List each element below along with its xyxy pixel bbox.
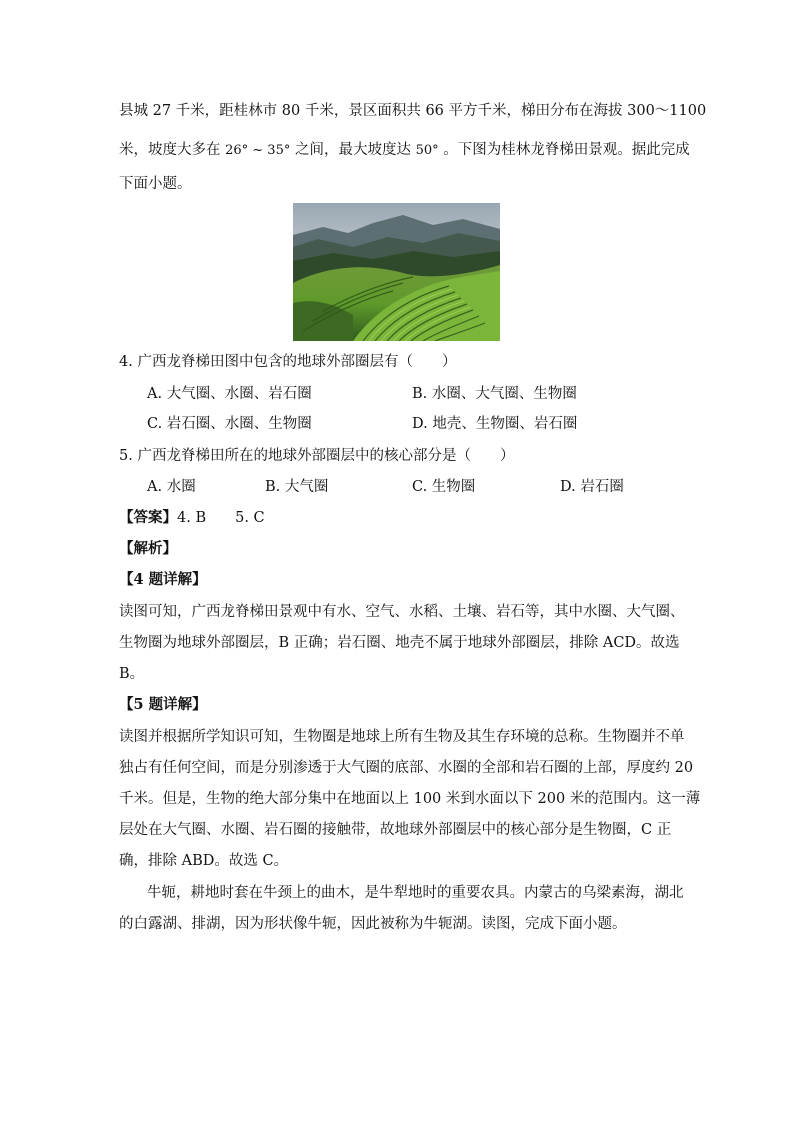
intro-line-3: 下面小题。 xyxy=(119,176,192,192)
detail5-line-5: 确，排除 ABD。故选 C。 xyxy=(119,853,289,869)
detail5-line-2: 独占有任何空间，而是分别渗透于大气圈的底部、水圈的全部和岩石圈的上部，厚度约 20 xyxy=(119,760,694,776)
q5-option-a: A. 水圈 xyxy=(147,479,196,495)
q5-option-c: C. 生物圈 xyxy=(412,479,476,495)
answer-label: 【答案】 xyxy=(119,509,177,526)
q5-option-d: D. 岩石圈 xyxy=(560,479,624,495)
terrace-illustration xyxy=(293,203,500,341)
detail4-line-2: 生物圈为地球外部圈层，B 正确；岩石圈、地壳不属于地球外部圈层，排除 ACD。故选 xyxy=(119,635,680,651)
max-slope: 50° xyxy=(415,143,439,158)
detail4-heading: 【4 题详解】 xyxy=(119,571,207,588)
q4-option-c: C. 岩石圈、水圈、生物圈 xyxy=(147,416,312,432)
intro-line-1: 县城 27 千米，距桂林市 80 千米，景区面积共 66 平方千米，梯田分布在海拔 300～1100 xyxy=(119,103,707,119)
detail5-line-4: 层处在大气圈、水圈、岩石圈的接触带，故地球外部圈层中的核心部分是生物圈，C 正 xyxy=(119,822,672,838)
detail4-line-1: 读图可知，广西龙脊梯田景观中有水、空气、水稻、土壤、岩石等，其中水圈、大气圈、 xyxy=(119,604,685,620)
detail4-line-3: B。 xyxy=(119,666,145,682)
q4-option-a: A. 大气圈、水圈、岩石圈 xyxy=(147,386,312,402)
slope-range: 26° ~ 35° xyxy=(225,143,291,158)
answer-values: 4. B 5. C xyxy=(177,510,265,526)
answer-line xyxy=(119,508,265,528)
detail5-line-3: 千米。但是，生物的绝大部分集中在地面以上 100 米到水面以下 200 米的范围内。这一薄 xyxy=(119,791,701,807)
terrace-photo xyxy=(293,203,500,341)
intro-line-2-part-b: 之间，最大坡度达 xyxy=(294,142,411,158)
intro-line-2-part-a: 米，坡度大多在 xyxy=(119,142,221,158)
detail5-line-1: 读图并根据所学知识可知，生物圈是地球上所有生物及其生存环境的总称。生物圈并不单 xyxy=(119,729,685,745)
detail5-heading: 【5 题详解】 xyxy=(119,696,207,713)
next-intro-line-2: 的白露湖、排湖，因为形状像牛轭，因此被称为牛轭湖。读图，完成下面小题。 xyxy=(119,916,627,932)
next-intro-line-1: 牛轭，耕地时套在牛颈上的曲木，是牛犁地时的重要农具。内蒙古的乌梁素海，湖北 xyxy=(147,885,684,901)
q4-option-d: D. 地壳、生物圈、岩石圈 xyxy=(412,416,578,432)
q5-stem: 5. 广西龙脊梯田所在的地球外部圈层中的核心部分是（ ） xyxy=(119,448,515,464)
intro-line-2 xyxy=(119,140,690,161)
q4-stem: 4. 广西龙脊梯田图中包含的地球外部圈层有（ ） xyxy=(119,354,457,370)
intro-line-2-part-c: 。下图为桂林龙脊梯田景观。据此完成 xyxy=(443,142,690,158)
q4-option-b: B. 水圈、大气圈、生物圈 xyxy=(412,386,577,402)
q5-option-b: B. 大气圈 xyxy=(265,479,329,495)
analysis-label: 【解析】 xyxy=(119,540,177,557)
